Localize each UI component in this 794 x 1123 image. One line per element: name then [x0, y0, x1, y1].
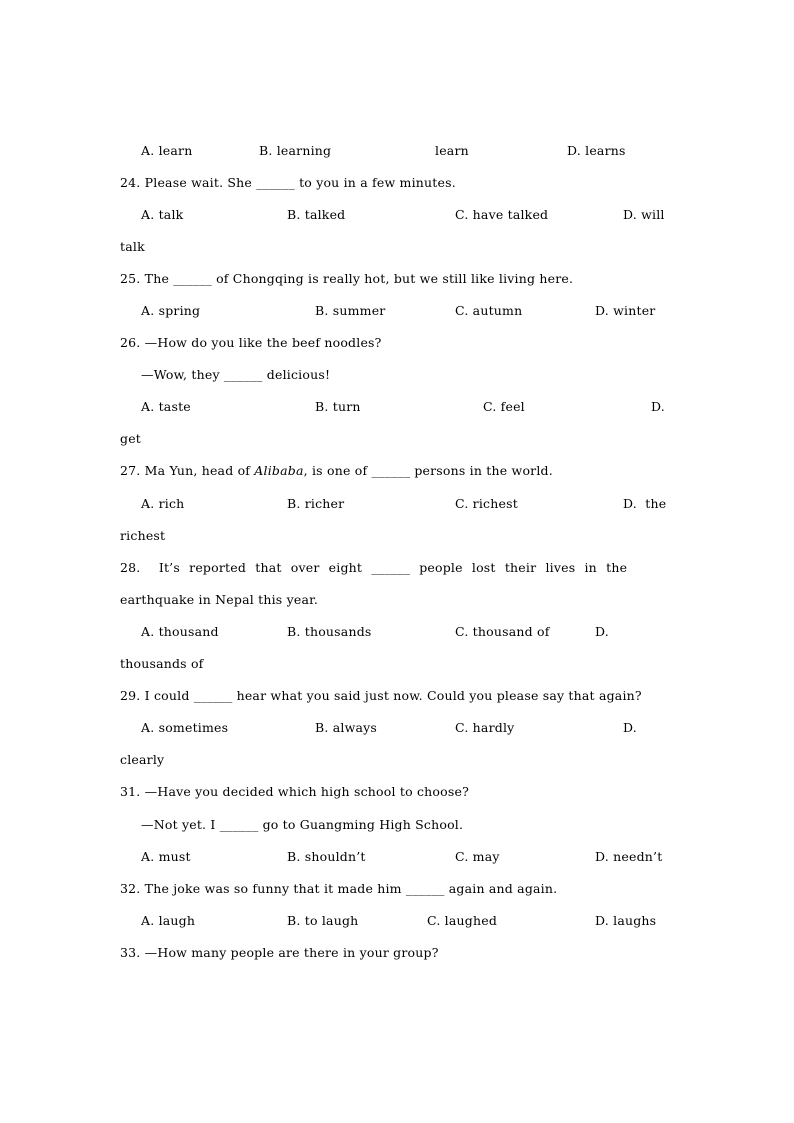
q26-stem-reply: —Wow, they ______ delicious! [141, 367, 331, 382]
q24-option-a: A. talk [141, 207, 184, 222]
q28-option-b: B. thousands [287, 624, 372, 639]
q27-stem [120, 463, 553, 479]
q26-option-wrap: get [120, 431, 142, 446]
q29-option-wrap: clearly [120, 752, 165, 767]
q27-stem-part2: , is one of ______ persons in the world. [303, 463, 553, 478]
q29-option-a: A. sometimes [141, 720, 229, 735]
q25-option-d: D. winter [595, 303, 656, 318]
q26-option-d: D. [651, 399, 665, 414]
q29-stem: 29. I could ______ hear what you said just now. Could you please say that again? [120, 688, 642, 703]
q32-option-a: A. laugh [141, 913, 196, 928]
q26-option-a: A. taste [141, 399, 191, 414]
q28-option-c: C. thousand of [455, 624, 550, 639]
q32-option-b: B. to laugh [287, 913, 359, 928]
q25-option-c: C. autumn [455, 303, 523, 318]
q24-option-d: D. will [623, 207, 665, 222]
q25-option-b: B. summer [315, 303, 386, 318]
q26-stem: 26. —How do you like the beef noodles? [120, 335, 382, 350]
q23-option-c: learn [435, 143, 469, 158]
q28-stem: 28. It’s reported that over eight ______ people lost their lives in the [120, 560, 628, 575]
q27-stem-company: Alibaba [254, 463, 304, 478]
q31-stem: 31. —Have you decided which high school to choose? [120, 784, 469, 799]
q24-option-c: C. have talked [455, 207, 549, 222]
q26-option-c: C. feel [483, 399, 525, 414]
q25-stem: 25. The ______ of Chongqing is really hot, but we still like living here. [120, 271, 574, 286]
q28-option-d: D. [595, 624, 609, 639]
q27-option-c: C. richest [455, 496, 518, 511]
q32-option-c: C. laughed [427, 913, 498, 928]
q31-option-c: C. may [455, 849, 500, 864]
q29-option-b: B. always [315, 720, 378, 735]
q27-option-a: A. rich [141, 496, 185, 511]
q29-option-d: D. [623, 720, 637, 735]
q24-option-b: B. talked [287, 207, 346, 222]
q32-stem: 32. The joke was so funny that it made him ______ again and again. [120, 881, 558, 896]
q32-option-d: D. laughs [595, 913, 657, 928]
q31-stem-reply: —Not yet. I ______ go to Guangming High School. [141, 817, 464, 832]
q27-option-d: D. the [623, 496, 667, 511]
q27-option-b: B. richer [287, 496, 345, 511]
q33-stem: 33. —How many people are there in your group? [120, 945, 439, 960]
q28-stem-continued: earthquake in Nepal this year. [120, 592, 319, 607]
q28-option-a: A. thousand [141, 624, 219, 639]
q27-option-wrap: richest [120, 528, 166, 543]
q23-option-a: A. learn [141, 143, 193, 158]
q31-option-b: B. shouldn’t [287, 849, 366, 864]
q24-stem: 24. Please wait. She ______ to you in a few minutes. [120, 175, 456, 190]
q25-option-a: A. spring [141, 303, 201, 318]
q31-option-d: D. needn’t [595, 849, 663, 864]
q29-option-c: C. hardly [455, 720, 515, 735]
q28-option-wrap: thousands of [120, 656, 204, 671]
q24-option-wrap: talk [120, 239, 145, 254]
q23-option-b: B. learning [259, 143, 332, 158]
q31-option-a: A. must [141, 849, 191, 864]
q27-stem-part1: 27. Ma Yun, head of [120, 463, 255, 478]
q26-option-b: B. turn [315, 399, 361, 414]
q23-option-d: D. learns [567, 143, 626, 158]
